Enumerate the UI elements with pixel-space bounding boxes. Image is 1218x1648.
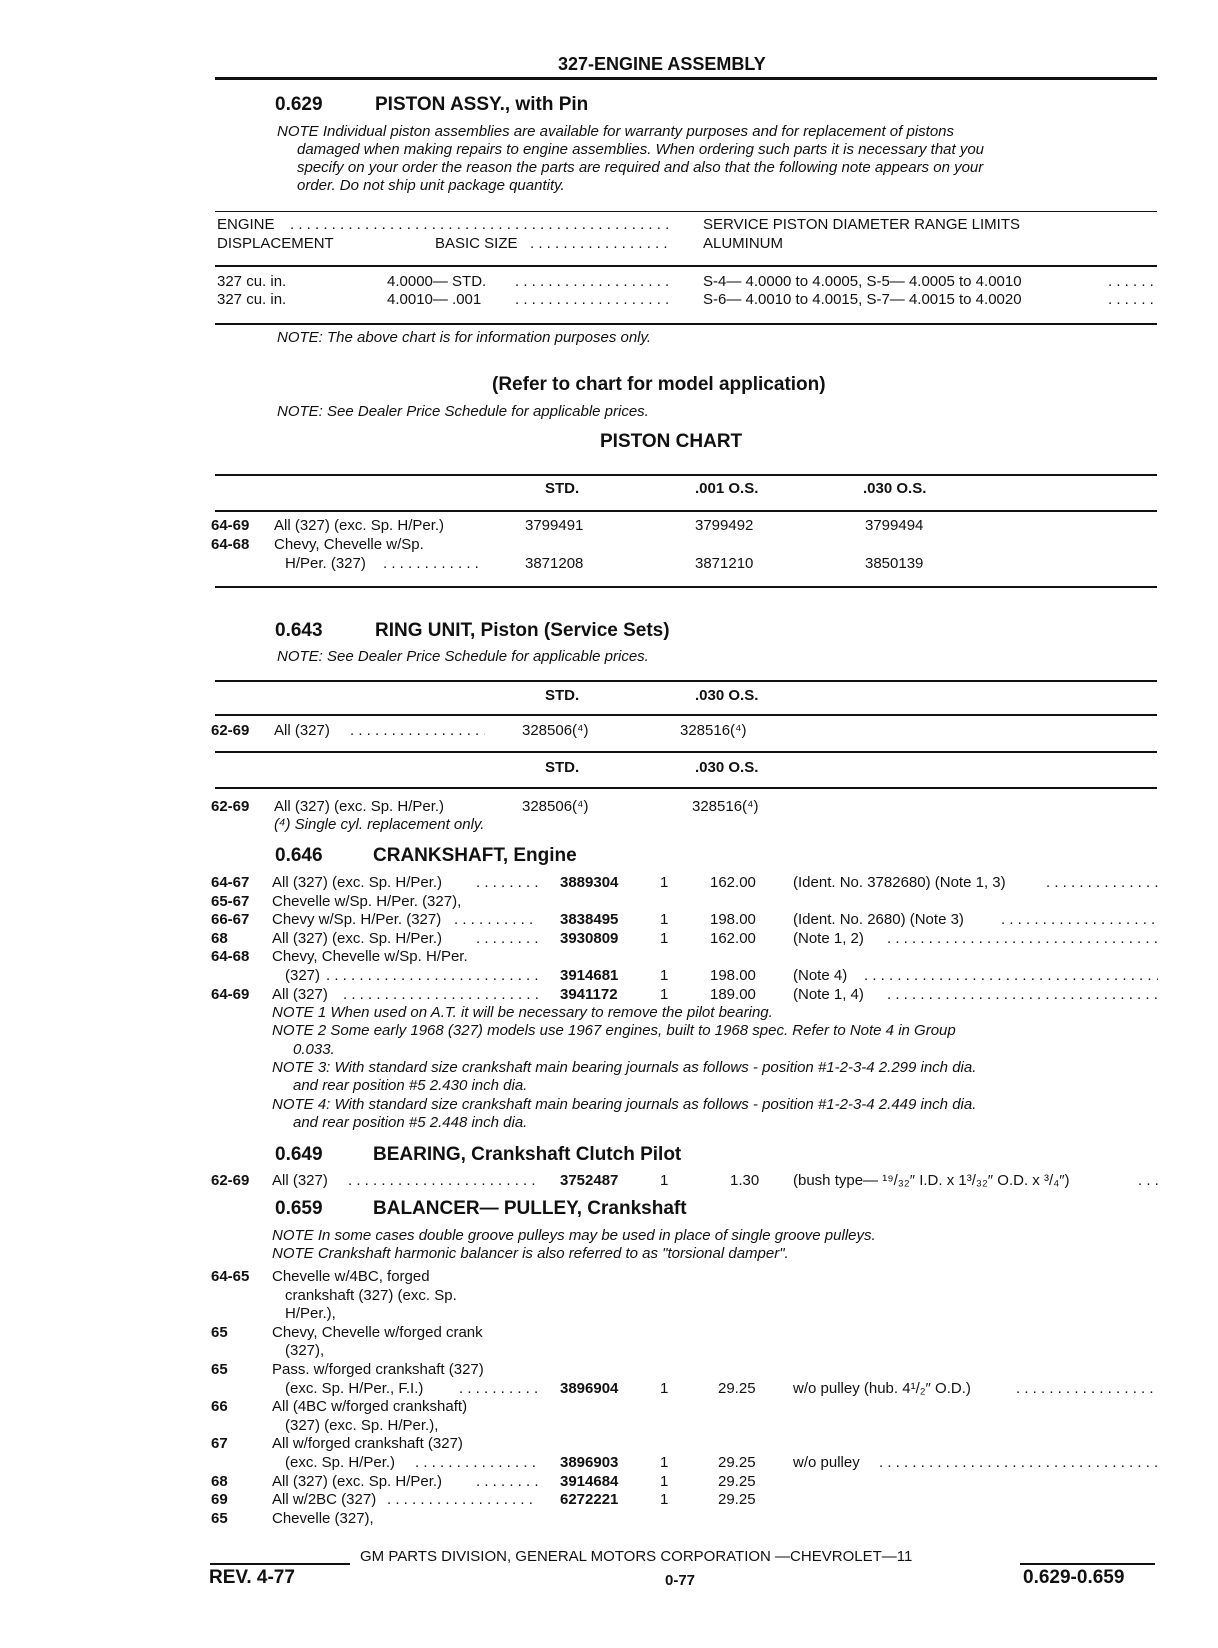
remarks: (Ident. No. 3782680) (Note 1, 3) [793,874,1006,891]
part-number: 328516(⁴) [680,722,747,739]
part-number: 3941172 [560,985,618,1003]
table-cell: 4.0000— STD. [387,273,487,290]
quantity: 1 [660,1379,669,1397]
rev-date: REV. 4-77 [209,1567,295,1588]
part-number: 328506(⁴) [522,798,589,815]
leader-dots [887,930,1158,947]
price: 198.00 [710,911,756,929]
desc: (327) [285,967,321,984]
table-cell: S-6— 4.0010 to 4.0015, S-7— 4.0015 to 4.0020 [703,291,1022,308]
page-header: 327-ENGINE ASSEMBLY [558,54,766,74]
refer-heading: (Refer to chart for model application) [492,374,826,395]
col-header-aluminum: ALUMINUM [703,235,784,252]
desc: (exc. Sp. H/Per., F.I.) [285,1379,424,1397]
desc: All (327) (exc. Sp. H/Per.) [274,798,445,815]
table-rule [215,474,1157,476]
section-number: 0.649 [275,1144,323,1165]
remarks: (Note 1, 4) [793,985,864,1003]
table-rule [215,787,1157,789]
desc: All (327) [274,722,330,739]
desc: Chevy, Chevelle w/Sp. [274,536,424,553]
part-number: 3799494 [865,517,924,534]
desc: (327) (exc. Sp. H/Per.), [285,1416,439,1434]
note-line: NOTE In some cases double groove pulleys may be used in place of single groove pulleys. [272,1227,876,1244]
desc: All (4BC w/forged crankshaft) [272,1398,468,1416]
leader-dots [515,273,670,290]
desc: All (327) (exc. Sp. H/Per.) [272,874,443,891]
footer-center: GM PARTS DIVISION, GENERAL MOTORS CORPORATION —CHEVROLET—11 [360,1548,913,1565]
year: 65-67 [211,892,250,910]
col-header-basic-size: BASIC SIZE [435,235,518,252]
leader-dots [1001,911,1158,928]
desc: All (327) [272,985,328,1003]
quantity: 1 [660,967,669,984]
table-cell: 327 cu. in. [217,273,287,290]
part-number: 328516(⁴) [692,798,759,815]
section-number: 0.646 [275,845,323,866]
part-number: 3752487 [560,1172,619,1189]
desc: Pass. w/forged crankshaft (327) [272,1361,484,1378]
year: 65 [211,1361,228,1378]
price: 29.25 [718,1472,756,1490]
leader-dots [515,291,670,308]
year: 65 [211,1509,228,1527]
leader-dots [476,1473,538,1490]
leader-dots [387,1491,538,1508]
part-number: 3838495 [560,911,619,929]
section-title: BALANCER— PULLEY, Crankshaft [373,1198,687,1219]
note-line: NOTE 1 When used on A.T. it will be necessary to remove the pilot bearing. [272,1004,773,1021]
desc: (exc. Sp. H/Per.) [285,1454,396,1471]
footnote: (⁴) Single cyl. replacement only. [274,816,485,833]
table-rule [215,586,1157,588]
note-line: and rear position #5 2.430 inch dia. [293,1077,528,1095]
table-rule [215,510,1157,512]
remarks: (bush type— ¹⁹/₃₂″ I.D. x 1³/₃₂″ O.D. x ³/₄″) [793,1172,1070,1189]
remarks: (Note 4) [793,967,848,984]
col-header: STD. [545,759,580,776]
note-line: order. Do not ship unit package quantity. [297,177,565,194]
section-title: RING UNIT, Piston (Service Sets) [375,620,670,641]
price: 1.30 [730,1172,760,1189]
table-rule [215,211,1157,212]
leader-dots [290,216,670,233]
part-number: 3896904 [560,1379,619,1397]
desc: Chevelle (327), [272,1509,374,1527]
year: 66 [211,1398,228,1416]
footer-rule-left [210,1563,350,1565]
leader-dots [879,1454,1158,1471]
col-header: STD. [545,687,580,704]
chart-note: NOTE: The above chart is for information purposes only. [277,329,652,346]
desc: H/Per.), [285,1305,336,1323]
desc: All w/2BC (327) [272,1491,377,1509]
table-rule [215,751,1157,753]
footer-rule-right [1020,1563,1155,1565]
quantity: 1 [660,911,669,929]
col-header: STD. [545,480,580,497]
part-number: 3896903 [560,1454,619,1471]
quantity: 1 [660,1472,669,1490]
part-number: 328506(⁴) [522,722,589,739]
col-header: .001 O.S. [695,480,759,497]
col-header-engine: ENGINE [217,216,275,233]
year: 62-69 [211,1172,250,1189]
note-line: and rear position #5 2.448 inch dia. [293,1113,528,1131]
col-header-displacement: DISPLACEMENT [217,235,334,252]
year: 64-67 [211,874,250,891]
year: 65 [211,1323,228,1341]
year: 69 [211,1491,228,1509]
price: 162.00 [710,874,756,891]
desc: crankshaft (327) (exc. Sp. [285,1286,457,1304]
price: 29.25 [718,1454,756,1471]
part-number: 3850139 [865,555,924,572]
desc: Chevelle w/4BC, forged [272,1268,430,1285]
year: 64-65 [211,1268,250,1285]
desc: All (327) (exc. Sp. H/Per.) [272,929,443,947]
group-range: 0.629-0.659 [1023,1567,1125,1588]
note-line: NOTE 4: With standard size crankshaft main bearing journals as follows - position #1-2-3-4 2.449 inch dia. [272,1095,977,1113]
price-note: NOTE: See Dealer Price Schedule for applicable prices. [277,648,649,665]
section-number: 0.643 [275,620,323,641]
leader-dots [1016,1380,1158,1397]
year: 64-68 [211,948,250,966]
leader-dots [459,1380,538,1397]
desc: Chevy w/Sp. H/Per. (327) [272,911,442,929]
col-header: .030 O.S. [695,687,759,704]
desc: (327), [285,1342,325,1360]
leader-dots [348,1172,538,1189]
remarks: (Note 1, 2) [793,929,864,947]
desc: Chevelle w/Sp. H/Per. (327), [272,892,462,910]
year: 68 [211,929,228,947]
year: 64-69 [211,985,250,1003]
leader-dots [415,1454,538,1471]
leader-dots [1046,874,1158,891]
leader-dots [864,967,1158,984]
note-line: NOTE 2 Some early 1968 (327) models use 1967 engines, built to 1968 spec. Refer to Note 4 in Group [272,1022,956,1040]
quantity: 1 [660,874,669,891]
note-line: NOTE Crankshaft harmonic balancer is also referred to as "torsional damper". [272,1245,789,1262]
leader-dots [476,930,538,947]
leader-dots [1108,291,1158,308]
price: 29.25 [718,1379,756,1397]
remarks: w/o pulley (hub. 4¹/₂″ O.D.) [793,1379,971,1397]
price: 29.25 [718,1491,756,1509]
page-number: 0-77 [665,1572,696,1589]
piston-chart-title: PISTON CHART [600,431,743,452]
leader-dots [350,722,485,739]
table-cell: S-4— 4.0000 to 4.0005, S-5— 4.0005 to 4.0010 [703,273,1022,290]
year: 64-68 [211,536,250,553]
leader-dots [530,235,670,252]
leader-dots [476,874,538,891]
desc: All (327) [272,1172,328,1189]
note-line: specify on your order the reason the parts are required and also that the following note appears on your [297,159,984,176]
price-note: NOTE: See Dealer Price Schedule for applicable prices. [277,403,649,420]
section-number: 0.659 [275,1198,323,1219]
table-rule [215,714,1157,716]
desc: All (327) (exc. Sp. H/Per.) [274,517,445,534]
leader-dots [887,986,1158,1003]
leader-dots [1138,1172,1158,1189]
col-header-service: SERVICE PISTON DIAMETER RANGE LIMITS [703,216,1021,233]
leader-dots [326,967,538,984]
col-header: .030 O.S. [695,759,759,776]
desc: All w/forged crankshaft (327) [272,1435,463,1453]
quantity: 1 [660,1491,669,1509]
year: 62-69 [211,798,250,815]
note-line: damaged when making repairs to engine assemblies. When ordering such parts it is necessary that you [297,141,985,158]
year: 68 [211,1472,228,1490]
part-number: 3799491 [525,517,584,534]
desc: Chevy, Chevelle w/Sp. H/Per. [272,948,468,966]
table-rule [215,265,1157,267]
leader-dots [383,555,483,572]
part-number: 3914681 [560,967,619,984]
table-cell: 327 cu. in. [217,291,287,308]
part-number: 6272221 [560,1491,619,1509]
table-rule [215,680,1157,682]
header-rule [215,77,1157,80]
section-title: CRANKSHAFT, Engine [373,845,577,866]
section-title: PISTON ASSY., with Pin [375,94,589,115]
part-number: 3871210 [695,555,754,572]
col-header: .030 O.S. [863,480,927,497]
table-rule [215,323,1157,325]
leader-dots [454,911,538,928]
quantity: 1 [660,929,669,947]
remarks: (Ident. No. 2680) (Note 3) [793,911,964,929]
year: 64-69 [211,517,250,534]
price: 198.00 [710,967,756,984]
year: 67 [211,1435,228,1453]
table-cell: 4.0010— .001 [387,291,482,308]
note-line: NOTE Individual piston assemblies are available for warranty purposes and for replacement of pistons [277,123,955,140]
leader-dots [1108,273,1158,290]
part-number: 3914684 [560,1472,619,1490]
quantity: 1 [660,1172,669,1189]
leader-dots [343,986,538,1003]
desc: All (327) (exc. Sp. H/Per.) [272,1472,443,1490]
desc: Chevy, Chevelle w/forged crank [272,1323,483,1341]
quantity: 1 [660,1454,669,1471]
part-number: 3871208 [525,555,584,572]
desc: H/Per. (327) [285,555,366,572]
part-number: 3799492 [695,517,754,534]
price: 162.00 [710,929,756,947]
remarks: w/o pulley [793,1454,860,1471]
year: 62-69 [211,722,250,739]
section-title: BEARING, Crankshaft Clutch Pilot [373,1144,682,1165]
price: 189.00 [710,985,756,1003]
quantity: 1 [660,985,669,1003]
part-number: 3889304 [560,874,619,891]
note-line: NOTE 3: With standard size crankshaft main bearing journals as follows - position #1-2-3-4 2.299 inch dia. [272,1058,977,1076]
year: 66-67 [211,911,250,929]
note-line: 0.033. [293,1040,335,1058]
part-number: 3930809 [560,929,619,947]
section-number: 0.629 [275,94,323,115]
